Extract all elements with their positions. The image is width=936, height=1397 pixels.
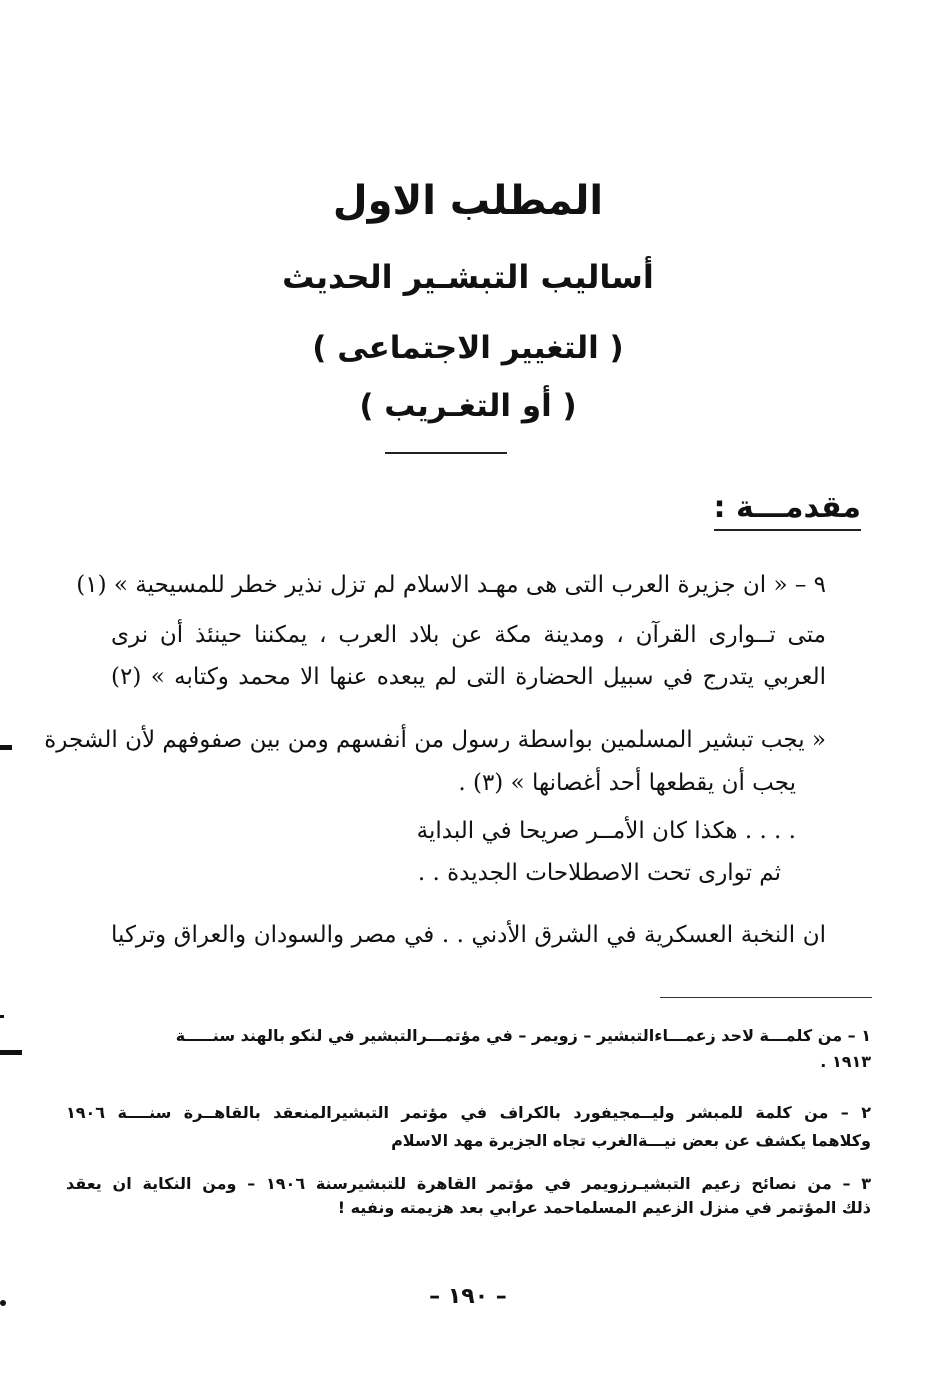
page-title: المطلب الاول [332,178,604,224]
footnote-3-line-1: ٣ – من نصائح زعيم التبشيـرزويمر في مؤتمر القاهرة للتبشيرسنة ١٩٠٦ – ومن النكاية ان يعقد [66,1174,871,1193]
intro-heading: مقدمـــة : [714,490,861,531]
body-line-3: العربي يتدرج في سبيل الحضارة التى لم يبعده عنها الا محمد وكتابه » (٢) [111,664,826,690]
scan-edge-mark [0,745,12,750]
body-line-7: ثم توارى تحت الاصطلاحات الجديدة . . [417,860,781,886]
body-line-8: ان النخبة العسكرية في الشرق الأدني . . في مصر والسودان والعراق وتركيا [111,922,826,948]
page-number: – ١٩٠ – [429,1284,507,1309]
body-line-2: متى تــوارى القرآن ، ومدينة مكة عن بلاد العرب ، يمكننا حينئذ أن نرى [111,622,826,648]
body-line-5: يجب أن يقطعها أحد أغصانها » (٣) . [458,770,796,796]
section-subtitle-westernization: ( أو التغـريب ) [359,388,577,424]
footnote-2-line-1: ٢ – من كلمة للمبشر وليــمجيفورد بالكراف في مؤتمر التبشيرالمنعقد بالقاهــرة سنــــة ١٩٠٦ [66,1103,871,1122]
scan-edge-mark [0,1015,4,1018]
scan-edge-mark [0,1050,22,1055]
footnote-2-line-2: وكلاهما يكشف عن بعض نيـــةالغرب تجاه الجزيرة مهد الاسلام [391,1131,871,1150]
section-subtitle-social-change: ( التغيير الاجتماعى ) [312,330,624,366]
body-line-6: . . . . هكذا كان الأمــر صريحا في البداية [416,818,796,844]
footnote-3-line-2: ذلك المؤتمر في منزل الزعيم المسلماحمد عرابي بعد هزيمته ونفيه ! [337,1198,871,1217]
footnote-divider [660,997,872,998]
footnote-1-line-1: ١ – من كلمـــة لاحد زعمـــاءالتبشير – زويمر – في مؤتمـــرالتبشير في لنكو بالهند سنـــــة [175,1026,871,1045]
body-line-1: ٩ – « ان جزيرة العرب التى هى مهـد الاسلام لم تزل نذير خطر للمسيحية » (١) [76,572,826,598]
scan-edge-mark [0,1300,6,1306]
section-subtitle: أساليب التبشـير الحديث [282,258,654,296]
body-line-4: « يجب تبشير المسلمين بواسطة رسول من أنفسهم ومن بين صفوفهم لأن الشجرة [44,727,826,753]
footnote-1-line-2: ١٩١٣ . [820,1052,871,1071]
title-divider [385,452,507,454]
